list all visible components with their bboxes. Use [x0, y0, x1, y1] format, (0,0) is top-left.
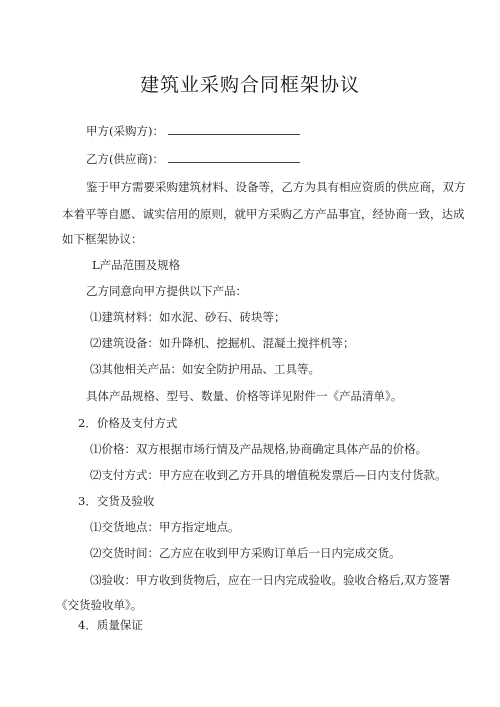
preamble-line-2: 本着平等自愿、诚实信用的原则，就甲方采购乙方产品事宜，经协商一致，达成 [62, 207, 465, 221]
party-b-blank [168, 152, 300, 163]
section-1-item-2: ⑵建筑设备：如升降机、挖掘机、混凝土搅拌机等； [90, 336, 355, 350]
preamble-line-1: 鉴于甲方需要采购建筑材料、设备等，乙方为具有相应资质的供应商，双方 [86, 180, 466, 194]
section-2-heading: 2．价格及支付方式 [78, 416, 178, 430]
party-a-label: 甲方(采购方)： [86, 124, 164, 138]
party-b-label: 乙方(供应商)： [86, 152, 164, 166]
section-3-item-2: ⑵交货时间：乙方应在收到甲方采购订单后一日内完成交货。 [90, 546, 401, 560]
section-1-heading: L产品范围及规格 [92, 258, 181, 272]
document-title: 建筑业采购合同框架协议 [139, 74, 360, 96]
section-1-intro: 乙方同意向甲方提供以下产品： [86, 284, 247, 298]
section-1-item-3: ⑶其他相关产品：如安全防护用品、工具等。 [90, 362, 320, 376]
section-2-item-2: ⑵支付方式：甲方应在收到乙方开具的增值税发票后—日内支付货款。 [90, 468, 447, 482]
party-a-field [86, 124, 300, 138]
section-3-item-1: ⑴交货地点：甲方指定地点。 [90, 520, 240, 534]
preamble-line-3: 如下框架协议： [62, 232, 143, 246]
section-1-note: 具体产品规格、型号、数量、价格等详见附件一《产品清单》。 [86, 389, 403, 403]
party-a-blank [168, 124, 300, 135]
party-b-field [86, 152, 300, 166]
section-3-item-3: ⑶验收：甲方收到货物后，应在一日内完成验收。验收合格后,双方签署 [90, 573, 451, 587]
section-3-heading: 3．交货及验收 [78, 494, 155, 508]
section-1-item-1: ⑴建筑材料：如水泥、砂石、砖块等； [90, 310, 286, 324]
section-4-heading: 4．质量保证 [78, 618, 143, 632]
section-3-continuation: 《交货验收单》。 [56, 598, 143, 612]
section-2-item-1: ⑴价格：双方根据市场行情及产品规格,协商确定具体产品的价格。 [90, 442, 428, 456]
